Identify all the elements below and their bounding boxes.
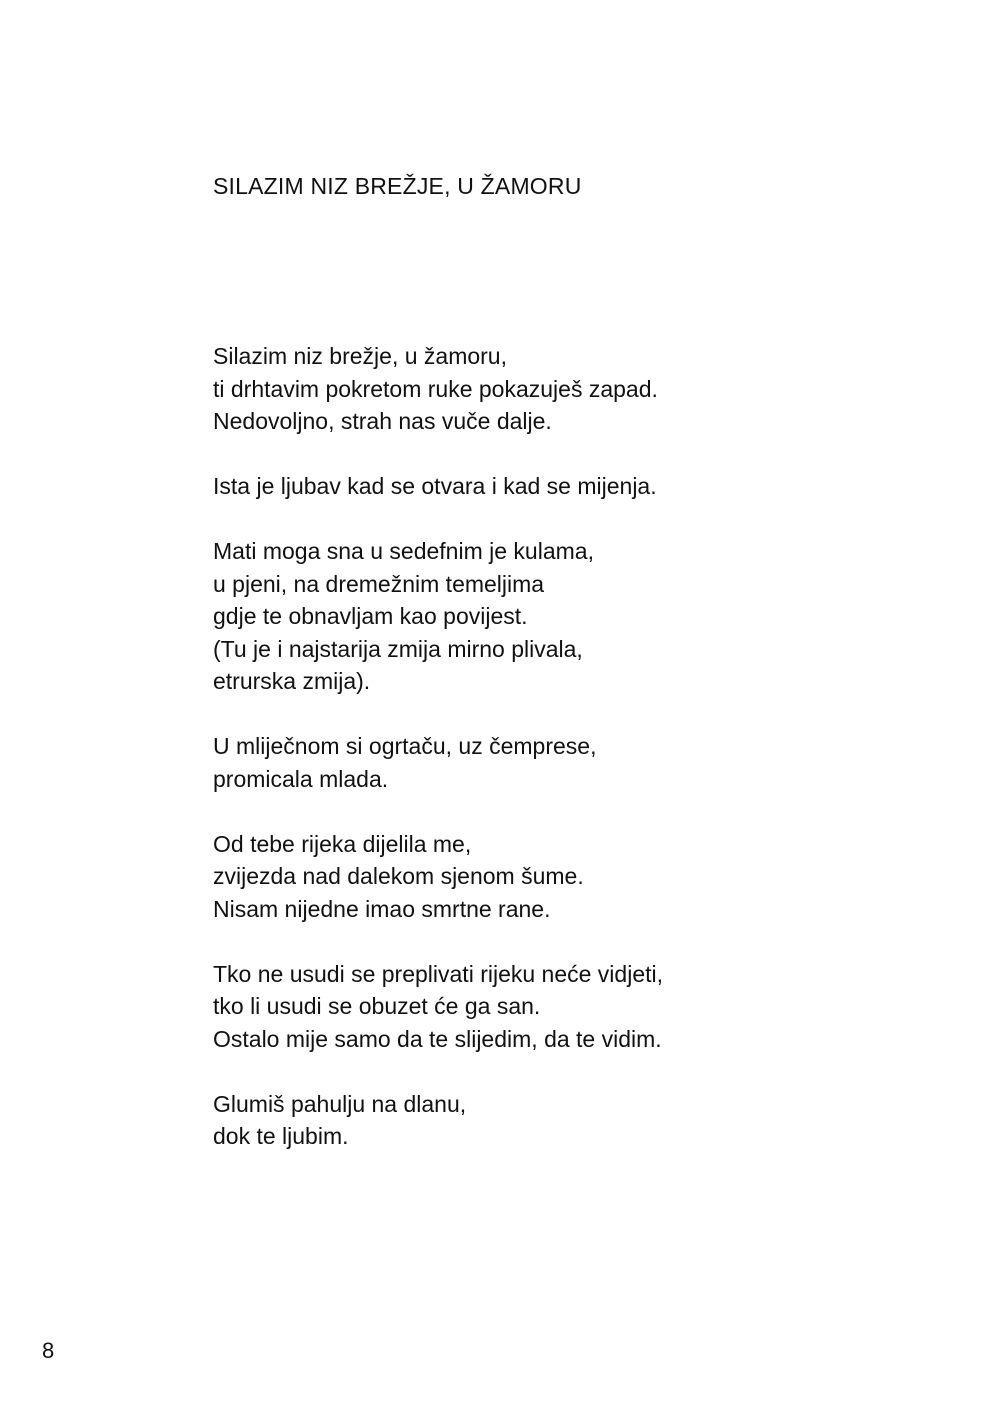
poem-line: (Tu je i najstarija zmija mirno plivala, [213, 635, 583, 662]
poem-line: Ostalo mije samo da te slijedim, da te vidim. [213, 1025, 662, 1052]
stanza-7 [213, 1088, 913, 1153]
poem-line: ti drhtavim pokretom ruke pokazuješ zapad. [213, 375, 658, 402]
poem-line: dok te ljubim. [213, 1123, 349, 1149]
poem-title: SILAZIM NIZ BREŽJE, U ŽAMORU [213, 173, 582, 199]
page-number: 8 [42, 1338, 55, 1363]
poem-line: Nisam nijedne imao smrtne rane. [213, 895, 551, 922]
poem-line: Nedovoljno, strah nas vuče dalje. [213, 408, 552, 434]
poem-line: gdje te obnavljam kao povijest. [213, 603, 528, 629]
stanza-5 [213, 828, 913, 926]
poem-line: Ista je ljubav kad se otvara i kad se mijenja. [213, 473, 657, 499]
poem-line: Od tebe rijeka dijelila me, [213, 830, 472, 857]
poem-line: Mati moga sna u sedefnim je kulama, [213, 538, 594, 564]
poem-line: Tko ne usudi se preplivati rijeku neće vidjeti, [213, 960, 664, 987]
poem-line: tko li usudi se obuzet će ga san. [213, 993, 541, 1019]
stanza-4 [213, 730, 913, 795]
poem-line: Glumiš pahulju na dlanu, [213, 1090, 467, 1117]
poem-body [213, 340, 913, 1185]
stanza-3 [213, 535, 913, 698]
stanza-6 [213, 958, 913, 1056]
poem-line: U mliječnom si ogrtaču, uz čemprese, [213, 733, 597, 759]
poem-line: etrurska zmija). [213, 668, 371, 694]
poem-line: zvijezda nad dalekom sjenom šume. [213, 863, 584, 889]
stanza-1 [213, 340, 913, 438]
poem-line: promicala mlada. [213, 765, 389, 792]
poem-line: Silazim niz brežje, u žamoru, [213, 343, 507, 369]
poem-line: u pjeni, na dremežnim temeljima [213, 570, 545, 597]
stanza-2 [213, 470, 913, 503]
